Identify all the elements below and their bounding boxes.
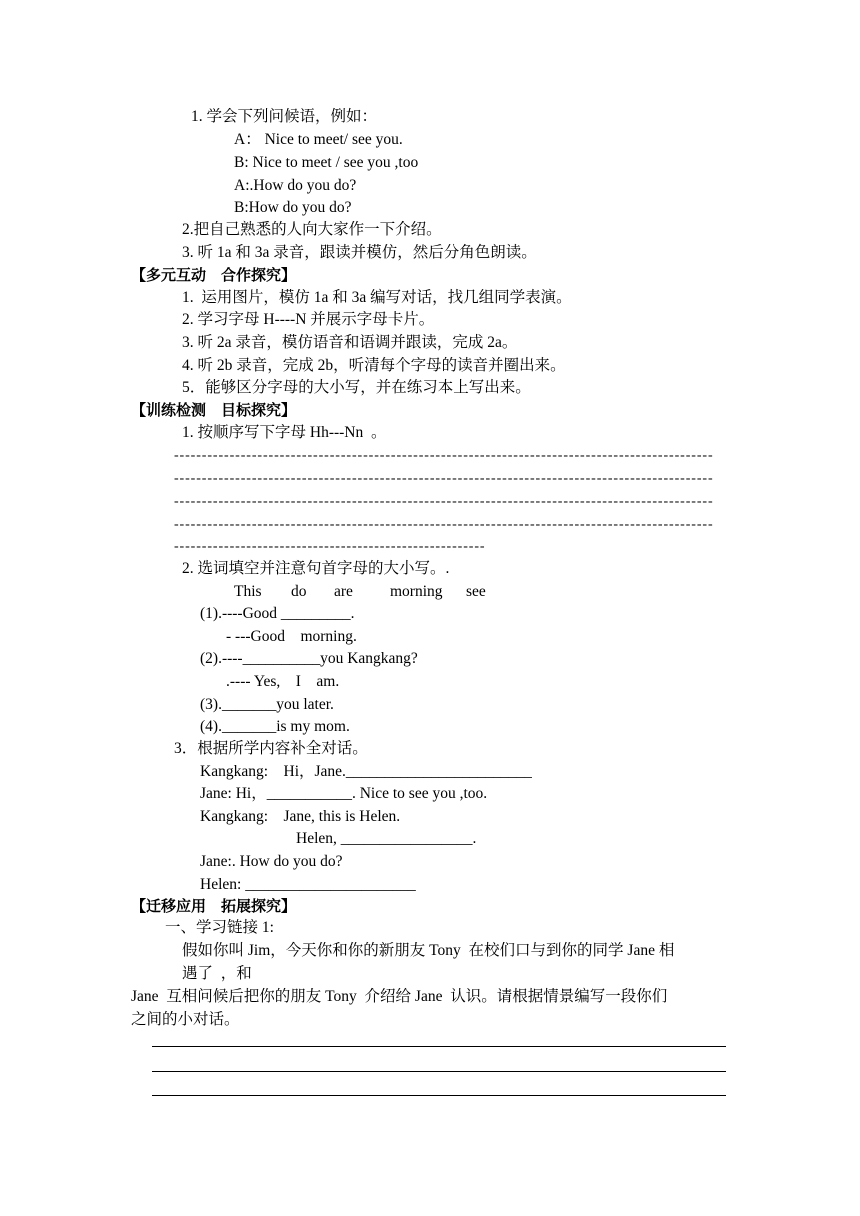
dialogue-line: Helen: ______________________ bbox=[200, 876, 416, 893]
word-bank-item: see bbox=[466, 583, 486, 600]
task-paragraph-line: 遇了 ，和 bbox=[182, 965, 252, 982]
dash-line: ------------------------------------------------------------------------------------------------- bbox=[174, 494, 714, 509]
dialogue-line: Kangkang: Hi，Jane.________________________ bbox=[200, 763, 532, 780]
dash-line: -------------------------------------------------------- bbox=[174, 539, 486, 554]
interact-item: 5．能够区分字母的大小写，并在练习本上写出来。 bbox=[182, 379, 531, 396]
practice-question-3: 3．根据所学内容补全对话。 bbox=[174, 740, 368, 757]
word-bank-item: are bbox=[334, 583, 353, 600]
writing-line bbox=[152, 1046, 726, 1047]
fill-blank-line: (1).----Good _________. bbox=[200, 605, 355, 622]
interact-item: 4. 听 2b 录音，完成 2b，听清每个字母的读音并圈出来。 bbox=[182, 357, 566, 374]
section-heading-practice: 【训练检测 目标探究】 bbox=[131, 401, 297, 419]
word-bank-item: This bbox=[234, 583, 262, 600]
practice-question-1: 1. 按顺序写下字母 Hh---Nn 。 bbox=[182, 424, 387, 441]
fill-blank-line: (4)._______is my mom. bbox=[200, 718, 350, 735]
example-line: B: Nice to meet / see you ,too bbox=[234, 154, 419, 171]
learn-item-2: 2.把自己熟悉的人向大家作一下介绍。 bbox=[182, 221, 442, 238]
word-bank-item: morning bbox=[390, 583, 443, 600]
study-link-label: 一、学习链接 1: bbox=[165, 919, 274, 936]
interact-item: 1. 运用图片，模仿 1a 和 3a 编写对话，找几组同学表演。 bbox=[182, 289, 572, 306]
section-heading-extend: 【迁移应用 拓展探究】 bbox=[131, 897, 297, 915]
dash-line: ------------------------------------------------------------------------------------------------- bbox=[174, 448, 714, 463]
dialogue-line: Kangkang: Jane, this is Helen. bbox=[200, 808, 401, 825]
practice-question-2: 2. 选词填空并注意句首字母的大小写。. bbox=[182, 560, 450, 577]
writing-line bbox=[152, 1095, 726, 1096]
section-heading-interact: 【多元互动 合作探究】 bbox=[131, 266, 297, 284]
dialogue-line: Jane:. How do you do? bbox=[200, 853, 343, 870]
interact-item: 3. 听 2a 录音，模仿语音和语调并跟读，完成 2a。 bbox=[182, 334, 518, 351]
task-paragraph-line: 假如你叫 Jim，今天你和你的新朋友 Tony 在校们口与到你的同学 Jane 相 bbox=[182, 942, 675, 959]
example-line: A： Nice to meet/ see you. bbox=[234, 131, 403, 148]
dash-line: ------------------------------------------------------------------------------------------------- bbox=[174, 471, 714, 486]
dialogue-line: Helen, _________________. bbox=[296, 830, 477, 847]
task-paragraph-line: Jane 互相问候后把你的朋友 Tony 介绍给 Jane 认识。请根据情景编写一段你们 bbox=[131, 988, 668, 1005]
example-line: B:How do you do? bbox=[234, 199, 352, 216]
word-bank-item: do bbox=[291, 583, 307, 600]
fill-blank-line: .---- Yes, I am. bbox=[226, 673, 340, 690]
dialogue-line: Jane: Hi，___________. Nice to see you ,too. bbox=[200, 785, 488, 802]
writing-line bbox=[152, 1071, 726, 1072]
fill-blank-line: (3)._______you later. bbox=[200, 696, 334, 713]
fill-blank-line: - ---Good morning. bbox=[226, 628, 357, 645]
fill-blank-line: (2).----__________you Kangkang? bbox=[200, 650, 418, 667]
dash-line: ------------------------------------------------------------------------------------------------- bbox=[174, 517, 714, 532]
example-line: A:.How do you do? bbox=[234, 177, 357, 194]
interact-item: 2. 学习字母 H----N 并展示字母卡片。 bbox=[182, 311, 435, 328]
task-paragraph-line: 之间的小对话。 bbox=[131, 1011, 240, 1028]
learn-item-3: 3. 听 1a 和 3a 录音，跟读并模仿，然后分角色朗读。 bbox=[182, 244, 537, 261]
learn-item-1: 1. 学会下列问候语，例如： bbox=[191, 108, 378, 125]
